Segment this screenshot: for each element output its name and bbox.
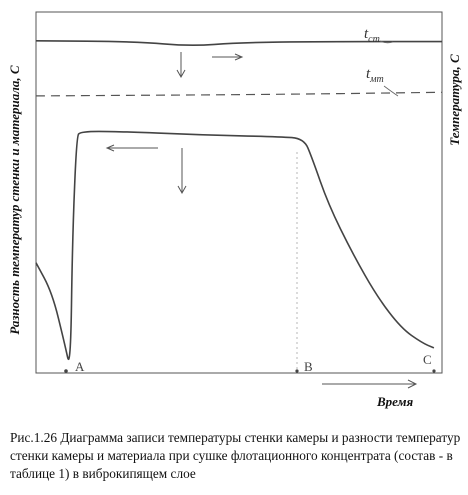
material-temperature-line [36, 92, 442, 96]
point-a-dot [64, 369, 68, 373]
point-c-dot [432, 369, 435, 372]
right-axis-label: Температура, С [447, 54, 462, 146]
point-b-dot [295, 369, 298, 372]
direction-arrows [107, 52, 242, 193]
t-st-label: $t_{ст}$ [364, 26, 380, 45]
t-mt-label: $t_{мт}$ [366, 66, 384, 85]
plot-frame [36, 12, 442, 373]
left-axis-label: Разность температур стенки и материала, С [7, 65, 22, 335]
t-mt-leader [384, 86, 398, 96]
time-arrow [322, 380, 416, 388]
figure-caption: Рис.1.26 Диаграмма записи температуры стенки камеры и разности температур стенки камеры и материала при сушке флотационного концентрата (состав - в таблице 1) в виброкипящем слое [10, 430, 461, 481]
point-a-label: A [75, 359, 85, 374]
temperature-difference-curve [36, 131, 434, 359]
point-b-label: B [304, 359, 313, 374]
point-c-label: C [423, 352, 432, 367]
x-axis-label: Время [377, 394, 414, 409]
